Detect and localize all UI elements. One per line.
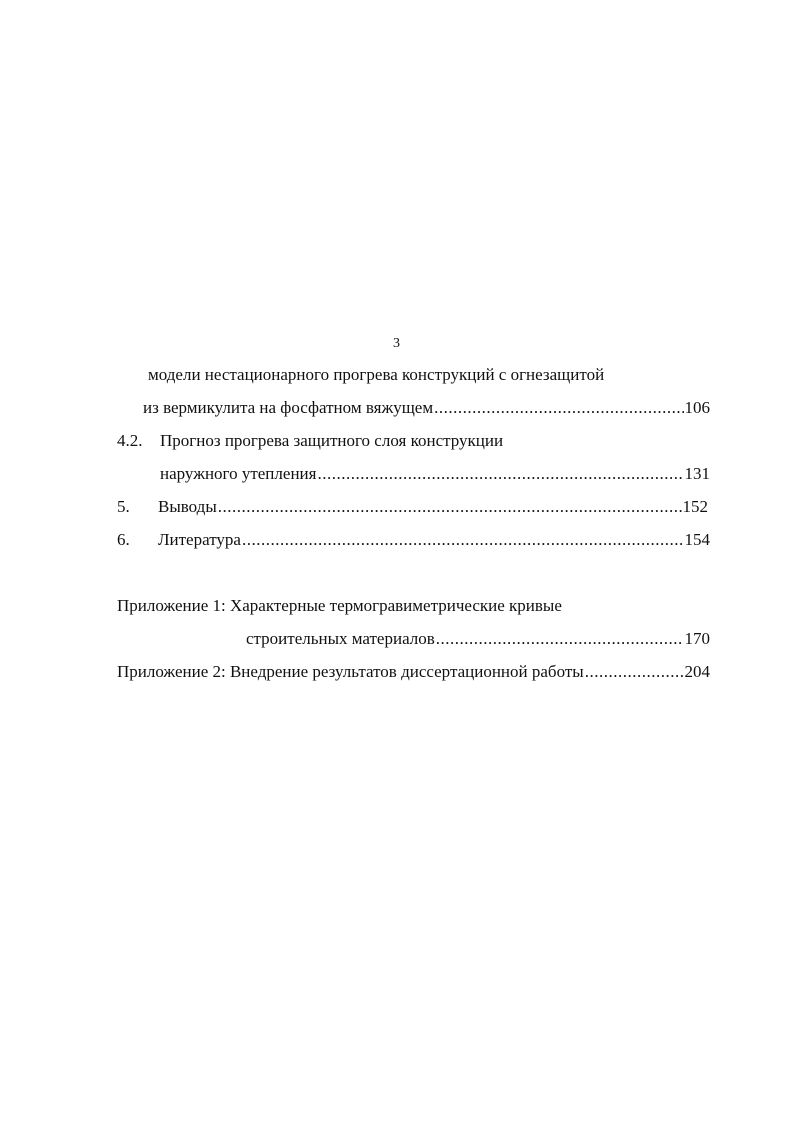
page-number: 3 xyxy=(393,336,400,351)
section-4-2-title-line-2 xyxy=(160,463,710,485)
dot-leader xyxy=(436,628,684,650)
toc-entry-text: строительных материалов xyxy=(246,629,435,648)
section-number-4-2: 4.2. xyxy=(117,431,143,450)
section-4-2-title-line-1: Прогноз прогрева защитного слоя конструкции xyxy=(160,431,504,450)
section-5-entry xyxy=(158,496,708,518)
section-number-6: 6. xyxy=(117,530,130,549)
toc-page-number: 204 xyxy=(684,662,710,681)
appendix-1-line-1: Приложение 1: Характерные термогравиметрические кривые xyxy=(117,596,562,615)
appendix-1-line-2 xyxy=(246,628,710,650)
toc-entry-text: из вермикулита на фосфатном вяжущем xyxy=(143,398,434,417)
dot-leader xyxy=(434,397,683,419)
toc-entry-text: Приложение 2: Внедрение результатов диссертационной работы xyxy=(117,662,584,681)
dot-leader xyxy=(585,661,684,683)
toc-entry-text: наружного утепления xyxy=(160,464,317,483)
dot-leader xyxy=(242,529,684,551)
toc-continuation-line-2 xyxy=(143,397,710,419)
dot-leader xyxy=(317,463,683,485)
toc-page-number: 154 xyxy=(684,530,710,549)
toc-continuation-line-1: модели нестационарного прогрева конструкций с огнезащитой xyxy=(148,365,605,384)
section-6-entry xyxy=(158,529,710,551)
toc-page-number: 131 xyxy=(684,464,710,483)
toc-page-number: 170 xyxy=(684,629,710,648)
toc-entry-text: Выводы xyxy=(158,497,217,516)
appendix-2-entry xyxy=(117,661,710,683)
toc-page-number: 106 xyxy=(684,398,710,417)
dot-leader xyxy=(218,496,682,518)
toc-entry-text: Литература xyxy=(158,530,241,549)
toc-page-number: 152 xyxy=(682,497,708,516)
section-number-5: 5. xyxy=(117,497,130,516)
